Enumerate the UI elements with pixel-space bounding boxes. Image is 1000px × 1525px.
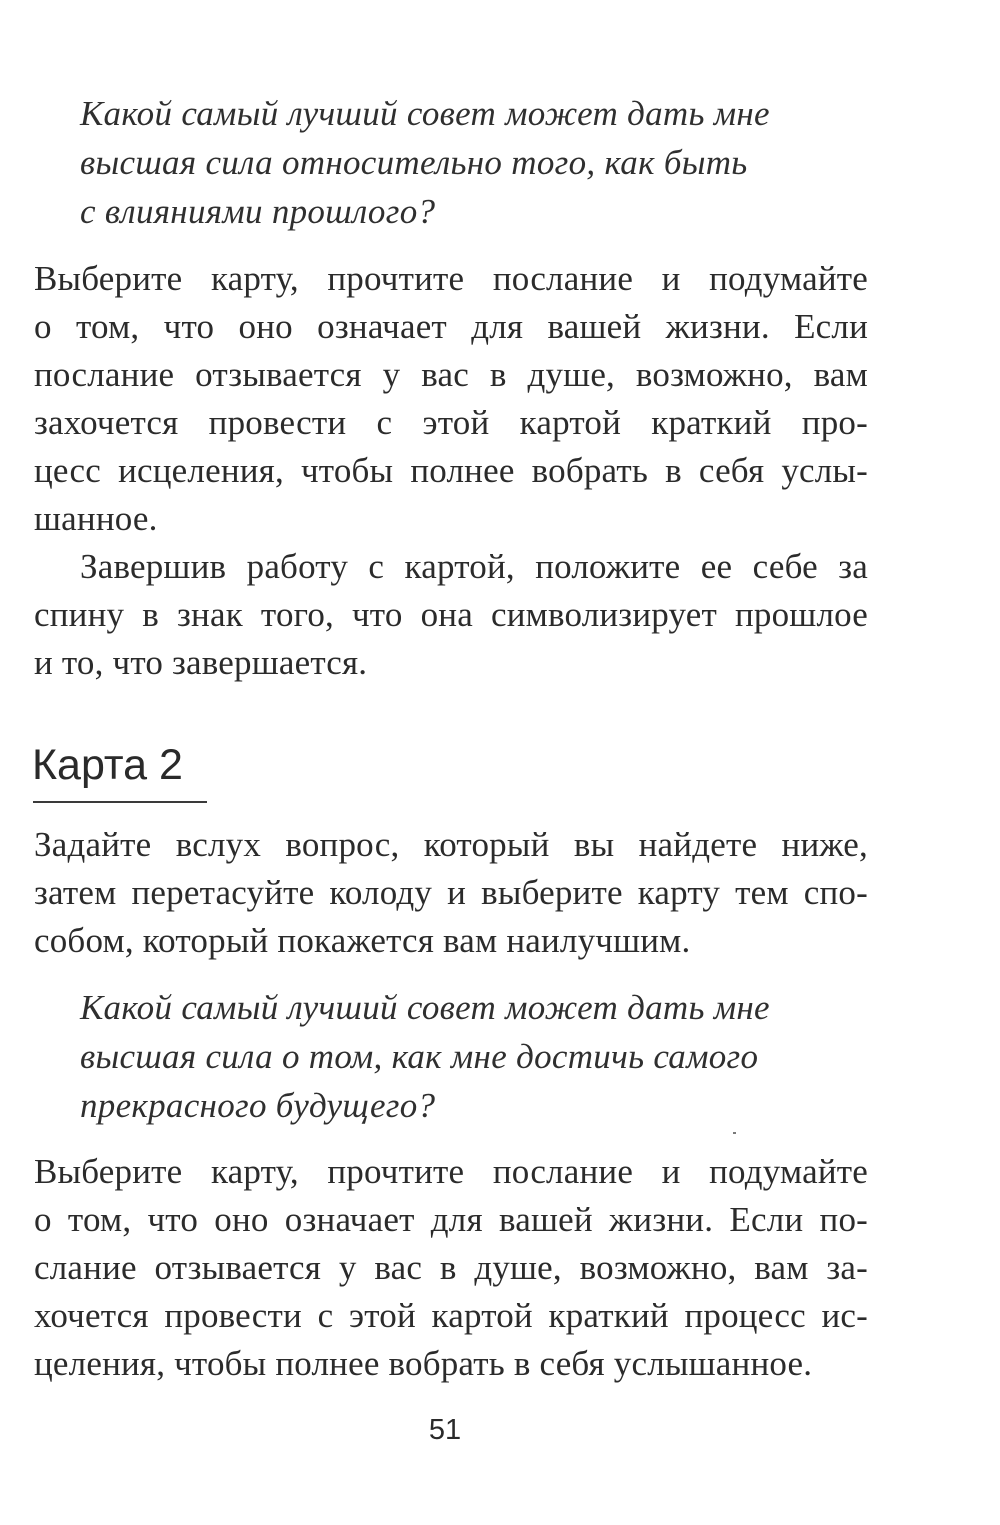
text-line: цесс исцеления, чтобы полнее вобрать в себя услы- <box>34 451 868 490</box>
print-speck <box>733 1132 736 1134</box>
question-line: с влияниями прошлого? <box>80 192 436 231</box>
text-line: Задайте вслух вопрос, который вы найдете ниже, <box>34 825 868 864</box>
question-line: Какой самый лучший совет может дать мне <box>80 988 770 1027</box>
text-line: о том, что оно означает для вашей жизни. Если по- <box>34 1200 868 1239</box>
text-line: хочется провести с этой картой краткий процесс ис- <box>34 1296 868 1335</box>
question-line: Какой самый лучший совет может дать мне <box>80 94 770 133</box>
text-line: спину в знак того, что она символизирует прошлое <box>34 595 868 634</box>
text-line: Выберите карту, прочтите послание и подумайте <box>34 1152 868 1191</box>
text-line: Завершив работу с картой, положите ее себе за <box>80 547 868 586</box>
text-line: послание отзывается у вас в душе, возможно, вам <box>34 355 868 394</box>
text-line: целения, чтобы полнее вобрать в себя услышанное. <box>34 1344 813 1383</box>
text-line: захочется провести с этой картой краткий про- <box>34 403 868 442</box>
text-line: собом, который покажется вам наилучшим. <box>34 921 691 960</box>
text-line: затем перетасуйте колоду и выберите карту тем спо- <box>34 873 868 912</box>
text-line: слание отзывается у вас в душе, возможно, вам за- <box>34 1248 868 1287</box>
text-line: шанное. <box>34 499 158 538</box>
page-number: 51 <box>428 1414 462 1446</box>
section-heading: Карта 2 <box>32 741 183 789</box>
question-line: высшая сила относительно того, как быть <box>80 143 748 182</box>
text-line: Выберите карту, прочтите послание и подумайте <box>34 259 868 298</box>
question-line: прекрасного будущего? <box>80 1086 436 1125</box>
heading-underline <box>33 801 207 803</box>
text-line: и то, что завершается. <box>34 643 368 682</box>
text-line: о том, что оно означает для вашей жизни. Если <box>34 307 868 346</box>
question-line: высшая сила о том, как мне достичь самого <box>80 1037 759 1076</box>
